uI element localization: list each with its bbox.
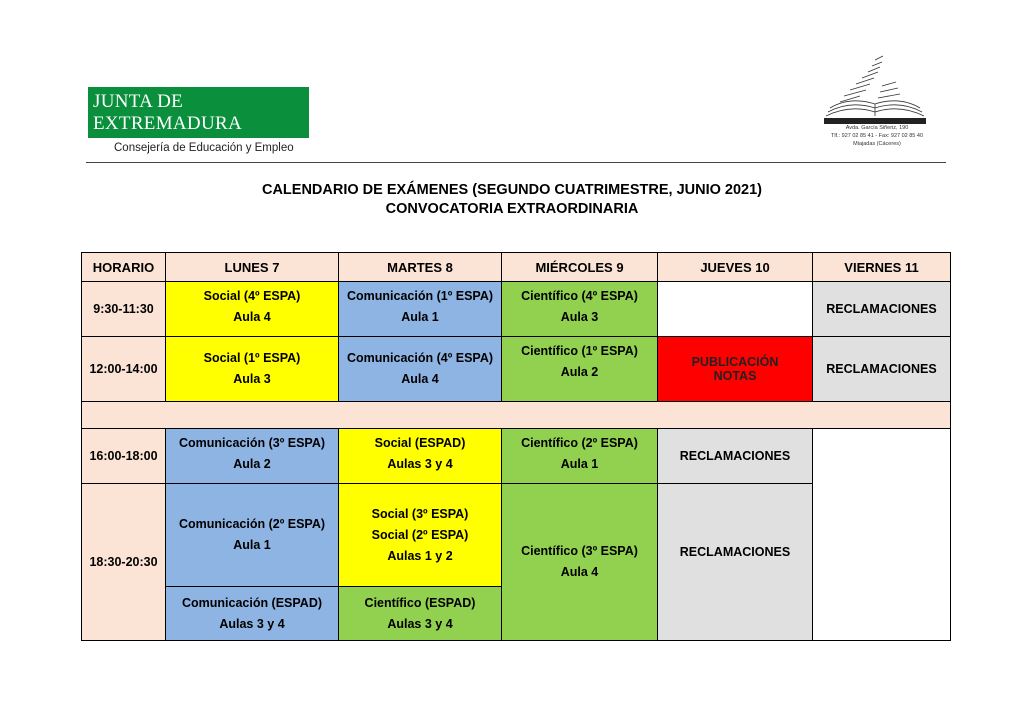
exam-subject: Social (ESPAD): [374, 436, 466, 450]
exam-room: Aula 3: [560, 310, 599, 324]
exam-subject: Comunicación (3º ESPA): [178, 436, 326, 450]
exam-cell: [502, 282, 658, 337]
exam-room: Aula 4: [233, 310, 271, 324]
exam-cell: [502, 337, 658, 402]
exam-room: Aula 3: [233, 372, 271, 386]
time-slot: 16:00-18:00: [82, 429, 166, 484]
time-slot: 18:30-20:30: [82, 484, 166, 641]
empty-cell: [813, 429, 951, 641]
exam-subject: Científico (ESPAD): [364, 595, 476, 610]
exam-calendar-table: [81, 252, 951, 641]
time-slot: 12:00-14:00: [82, 337, 166, 402]
exam-subject: Comunicación (2º ESPA): [178, 517, 326, 531]
header-divider: [86, 162, 946, 163]
exam-cell: [339, 337, 502, 402]
exam-subject: Científico (4º ESPA): [521, 289, 638, 303]
header-viernes: VIERNES 11: [813, 253, 951, 282]
table-row: [82, 282, 951, 337]
exam-room: Aula 1: [401, 310, 439, 324]
reclamaciones-cell: RECLAMACIONES: [813, 282, 951, 337]
exam-subject: Social (3º ESPA): [371, 506, 469, 521]
open-book-icon: [820, 46, 930, 126]
org-name: JUNTA DE EXTREMADURA: [88, 87, 309, 138]
school-address: [824, 124, 930, 148]
exam-room: Aulas 3 y 4: [387, 616, 453, 631]
exam-room: Aulas 1 y 2: [387, 548, 453, 563]
exam-subject: Científico (1º ESPA): [521, 344, 638, 358]
school-logo: [820, 46, 930, 156]
exam-cell: [339, 484, 502, 587]
publicacion-label: PUBLICACIÓN: [691, 355, 779, 369]
exam-room: Aula 1: [233, 538, 271, 552]
header-miercoles: MIÉRCOLES 9: [502, 253, 658, 282]
exam-cell: [339, 587, 502, 641]
exam-room: Aulas 3 y 4: [387, 457, 453, 471]
exam-room: Aula 4: [401, 372, 439, 386]
junta-logo: [88, 87, 309, 154]
reclamaciones-cell: RECLAMACIONES: [813, 337, 951, 402]
header-jueves: JUEVES 10: [658, 253, 813, 282]
exam-subject: Comunicación (4º ESPA): [346, 351, 494, 365]
exam-cell: [502, 429, 658, 484]
exam-room: Aulas 3 y 4: [219, 616, 285, 631]
header-martes: MARTES 8: [339, 253, 502, 282]
title-line-2: CONVOCATORIA EXTRAORDINARIA: [385, 201, 639, 217]
address-line: Avda. García Siñeriz, 190: [845, 125, 909, 131]
town-line: Miajadas (Cáceres): [853, 141, 901, 147]
exam-cell: [166, 484, 339, 587]
lunch-break-spacer: [82, 402, 951, 429]
reclamaciones-cell: [658, 484, 813, 641]
table-row: [82, 429, 951, 484]
exam-room: Aula 1: [560, 457, 599, 471]
empty-cell: [658, 282, 813, 337]
publicacion-notas-cell: [658, 337, 813, 402]
exam-cell: [166, 587, 339, 641]
exam-subject: Social (4º ESPA): [203, 289, 301, 303]
notas-label: NOTAS: [713, 369, 757, 383]
time-slot: 9:30-11:30: [82, 282, 166, 337]
document-title: [0, 181, 1024, 219]
exam-subject: Científico (3º ESPA): [521, 544, 638, 558]
phone-line: Tlf.: 927 02 85 41 - Fax: 927 02 85 40: [830, 133, 924, 139]
exam-room: Aula 4: [560, 565, 599, 579]
exam-cell: [166, 429, 339, 484]
exam-subject: Social (1º ESPA): [203, 351, 301, 365]
exam-room: Aula 2: [560, 365, 599, 379]
title-line-1: CALENDARIO DE EXÁMENES (SEGUNDO CUATRIMESTRE, JUNIO 2021): [261, 182, 763, 198]
table-row: [82, 337, 951, 402]
exam-subject: Social (2º ESPA): [371, 527, 469, 542]
exam-cell: [502, 484, 658, 641]
exam-cell: [166, 337, 339, 402]
exam-cell: [339, 282, 502, 337]
exam-subject: Comunicación (1º ESPA): [346, 289, 494, 303]
break-row: [82, 402, 951, 429]
header-horario: HORARIO: [82, 253, 166, 282]
exam-cell: [166, 282, 339, 337]
exam-subject: Comunicación (ESPAD): [181, 595, 323, 610]
exam-subject: Científico (2º ESPA): [521, 436, 638, 450]
org-subtitle: Consejería de Educación y Empleo: [114, 142, 294, 154]
reclamaciones-cell: RECLAMACIONES: [658, 429, 813, 484]
header-lunes: LUNES 7: [166, 253, 339, 282]
exam-cell: [339, 429, 502, 484]
table-header-row: [82, 253, 951, 282]
exam-room: Aula 2: [233, 457, 271, 471]
reclamaciones-label: RECLAMACIONES: [679, 544, 791, 559]
